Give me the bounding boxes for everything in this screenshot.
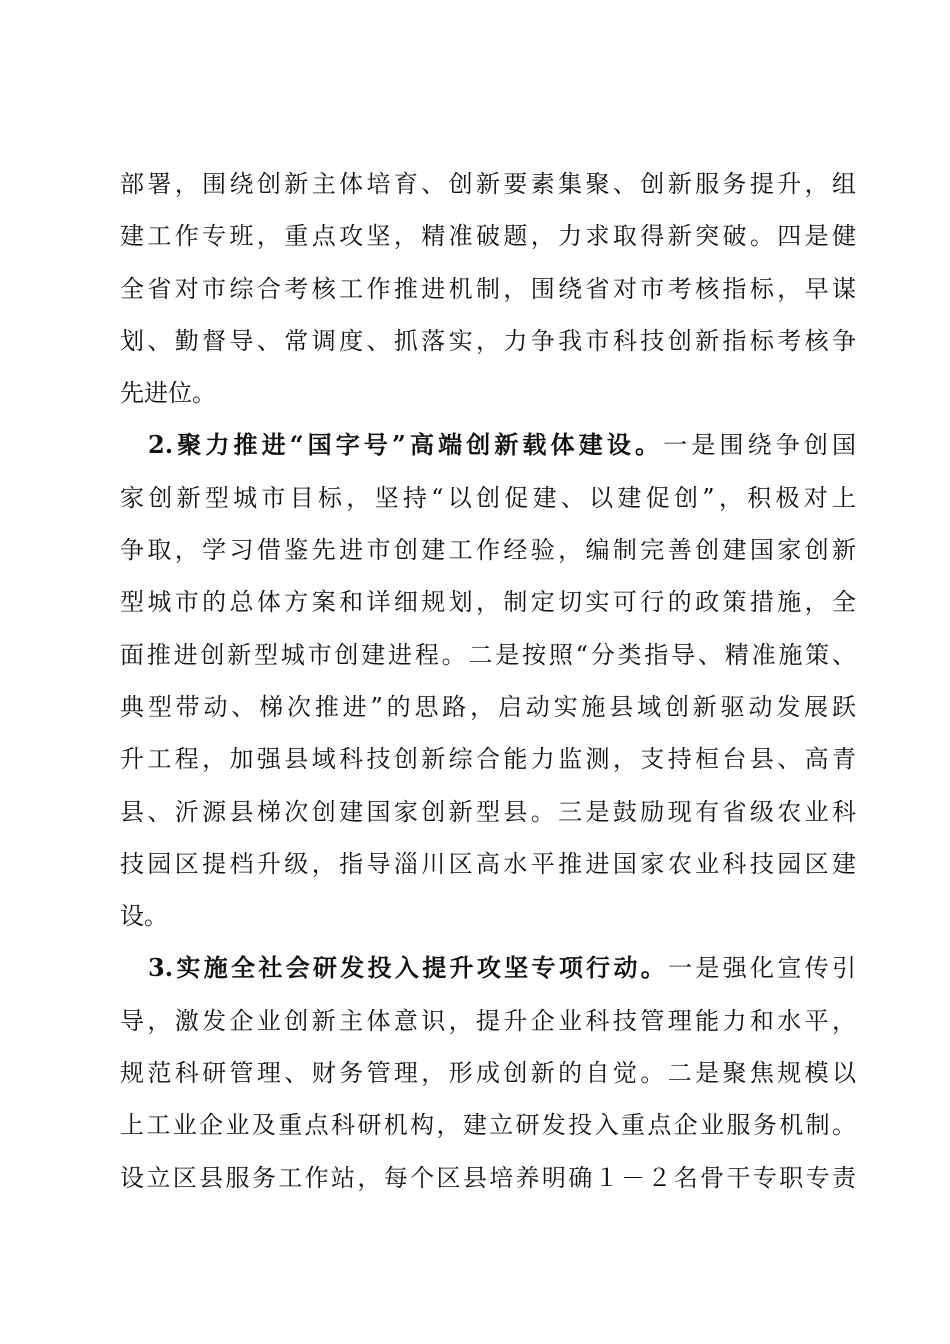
text-line: 争取，学习借鉴先进市创建工作经验，编制完善创建国家创新 <box>120 536 856 565</box>
text-line: 设立区县服务工作站，每个区县培养明确１－２名骨干专职专责 <box>120 1163 856 1192</box>
text-line: 上工业企业及重点科研机构，建立研发投入重点企业服务机制。 <box>120 1111 856 1140</box>
section-heading-3: 3.实施全社会研发投入提升攻坚专项行动。 <box>148 953 669 983</box>
text-line: 导，激发企业创新主体意识，提升企业科技管理能力和水平， <box>120 1006 856 1035</box>
text-line: 全省对市综合考核工作推进机制，围绕省对市考核指标，早谋 <box>120 274 856 303</box>
text-run: 一是强化宣传引 <box>668 954 856 983</box>
text-line: 设。 <box>120 902 168 931</box>
section-heading-2: 2.聚力推进“国字号”高端创新载体建设。 <box>148 430 664 460</box>
text-run: 一是围绕争创国 <box>663 431 857 460</box>
text-line: 典型带动、梯次推进”的思路，启动实施县域创新驱动发展跃 <box>120 692 856 721</box>
text-line: 划、勤督导、常调度、抓落实，力争我市科技创新指标考核争 <box>120 326 856 355</box>
text-line: 面推进创新型城市创建进程。二是按照“分类指导、精准施策、 <box>120 640 856 669</box>
text-line: 技园区提档升级，指导淄川区高水平推进国家农业科技园区建 <box>120 849 856 878</box>
text-line: 型城市的总体方案和详细规划，制定切实可行的政策措施，全 <box>120 588 856 617</box>
body-text <box>120 158 856 1204</box>
text-line: 先进位。 <box>120 379 216 408</box>
text-line: 规范科研管理、财务管理，形成创新的自觉。二是聚焦规模以 <box>120 1059 856 1088</box>
text-line: 建工作专班，重点攻坚，精准破题，力求取得新突破。四是健 <box>120 222 856 251</box>
text-line: 升工程，加强县域科技创新综合能力监测，支持桓台县、高青 <box>120 745 856 774</box>
section-heading-line <box>120 942 856 994</box>
text-line: 部署，围绕创新主体培育、创新要素集聚、创新服务提升，组 <box>120 170 856 198</box>
text-line: 县、沂源县梯次创建国家创新型县。三是鼓励现有省级农业科 <box>120 797 856 826</box>
section-heading-line <box>120 419 856 471</box>
text-line: 家创新型城市目标，坚持“以创促建、以建促创”，积极对上 <box>120 483 856 512</box>
